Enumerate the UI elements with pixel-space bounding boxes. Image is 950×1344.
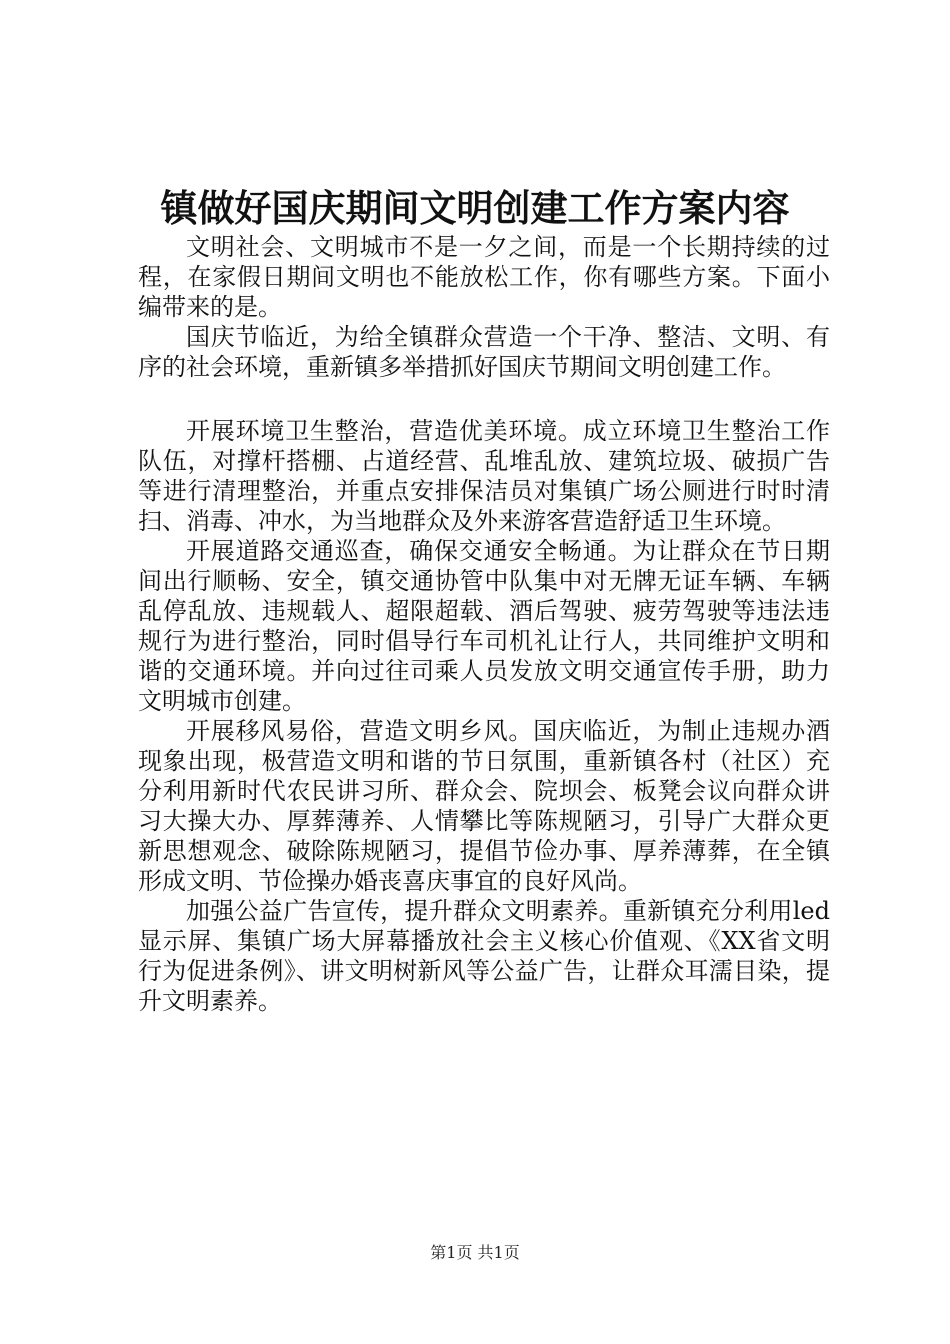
- paragraph-overview: 国庆节临近，为给全镇群众营造一个干净、整洁、文明、有序的社会环境，重新镇多举措抓好国庆节期间文明创建工作。: [138, 323, 830, 381]
- paragraph-publicity: 加强公益广告宣传，提升群众文明素养。重新镇充分利用led显示屏、集镇广场大屏幕播放社会主义核心价值观、《XX省文明行为促进条例》、讲文明树新风等公益广告，让群众耳濡目染，提升文明素养。: [138, 897, 830, 1015]
- paragraph-environment: 开展环境卫生整治，营造优美环境。成立环境卫生整治工作队伍，对撑杆搭棚、占道经营、乱堆乱放、建筑垃圾、破损广告等进行清理整治，并重点安排保洁员对集镇广场公厕进行时时清扫、消毒、冲水，为当地群众及外来游客营造舒适卫生环境。: [138, 417, 830, 535]
- paragraph-traffic: 开展道路交通巡查，确保交通安全畅通。为让群众在节日期间出行顺畅、安全，镇交通协管中队集中对无牌无证车辆、车辆乱停乱放、违规载人、超限超载、酒后驾驶、疲劳驾驶等违法违规行为进行整治，同时倡导行车司机礼让行人，共同维护文明和谐的交通环境。并向过往司乘人员发放文明交通宣传手册，助力文明城市创建。: [138, 537, 830, 715]
- document-body: [138, 232, 830, 1016]
- paragraph-customs: 开展移风易俗，营造文明乡风。国庆临近，为制止违规办酒现象出现，极营造文明和谐的节日氛围，重新镇各村（社区）充分利用新时代农民讲习所、群众会、院坝会、板凳会议向群众讲习大操大办、厚葬薄养、人情攀比等陈规陋习，引导广大群众更新思想观念、破除陈规陋习，提倡节俭办事、厚养薄葬，在全镇形成文明、节俭操办婚丧喜庆事宜的良好风尚。: [138, 717, 830, 895]
- paragraph-intro: 文明社会、文明城市不是一夕之间，而是一个长期持续的过程，在家假日期间文明也不能放松工作，你有哪些方案。下面小编带来的是。: [138, 233, 830, 321]
- page-footer: 第1页 共1页: [430, 1243, 520, 1262]
- document-title: 镇做好国庆期间文明创建工作方案内容: [160, 186, 790, 230]
- paragraph-gap: [138, 382, 830, 416]
